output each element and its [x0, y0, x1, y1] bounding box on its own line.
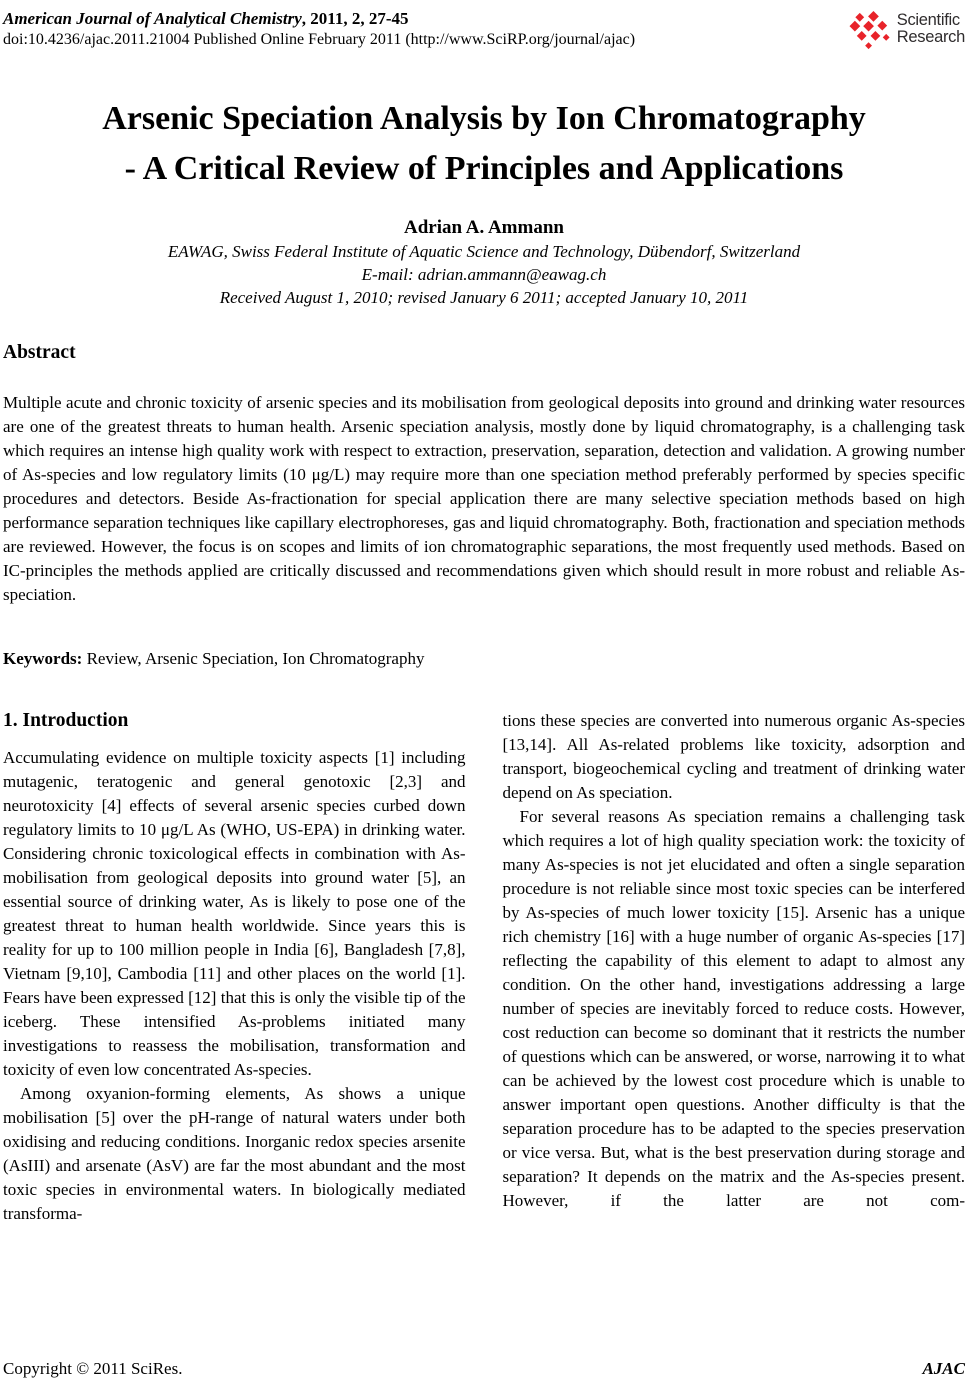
- intro-paragraph: For several reasons As speciation remains a challenging task which requires a lot of high quality speciation work: the toxicity of many As-species is not jet elucidated and often a single separation procedure is not reliable since most toxic species can be interfered by As-species of much lower toxicity [15]. Arsenic has a unique rich chemistry [16] with a huge number of organic As-species [17] reflecting the capability of this element to adapt to almost any condition. On the other hand, investigations addressing a large number of species are inevitably forced to reduce costs. However, cost reduction can become so dominant that it restricts the number of questions which can be answered, or worse, narrowing it to what can be achieved by the lowest cost procedure which is unable to answer important open questions. Another difficulty is that the separation procedure has to be adapted to the species preservation or vice versa. But, what is the best preservation during storage and separation? It depends on the matrix and the As-species present. However, if the latter are not com-: [502, 807, 965, 1210]
- abstract-text: Multiple acute and chronic toxicity of arsenic species and its mobilisation from geological deposits into ground and drinking water resources are one of the greatest threats to human health. Arsenic speciation analysis, mostly done by liquid chromatography, is a challenging task which requires an intense high quality work with respect to extraction, preservation, separation, detection and validation. A growing number of As-species and low regulatory limits (10 μg/L) may require more than one speciation method preferably performed by species specific procedures and detectors. Beside As-fractionation for special application there are many selective speciation methods based on high performance separation techniques like capillary electrophoreses, gas and liquid chromatography. Both, fractionation and speciation methods are reviewed. However, the focus is on scopes and limits of ion chromatographic separations, the most frequently used methods. Based on IC-principles the methods applied are critically discussed and recommendations given which should result in more robust and reliable As-speciation.: [3, 393, 965, 604]
- keywords-line: [3, 647, 965, 671]
- two-column-body: [3, 709, 965, 1226]
- page-footer: [3, 1359, 965, 1379]
- publisher-logo: [849, 10, 965, 52]
- email-line: E-mail: adrian.ammann@eawag.ch: [361, 265, 607, 284]
- copyright-text: Copyright © 2011 SciRes.: [3, 1359, 183, 1378]
- author-name: Adrian A. Ammann: [404, 217, 564, 238]
- journal-citation-line: [3, 8, 635, 29]
- journal-header: [3, 8, 635, 50]
- intro-paragraph: Among oxyanion-forming elements, As shows a unique mobilisation [5] over the pH-range of natural waters under both oxidising and reducing conditions. Inorganic redox species arsenite (AsIII) and arsenate (AsV) are far the most abundant and the most toxic species in environmental waters. In biologically mediated transforma-: [3, 1084, 466, 1223]
- article-title: [3, 94, 965, 194]
- intro-paragraph: Accumulating evidence on multiple toxicity aspects [1] including mutagenic, teratogenic and general genotoxic [2,3] and neurotoxicity [4] effects of several arsenic species curbed down regulatory limits to 10 μg/L As (WHO, US-EPA) in drinking water. Considering chronic toxicological effects in combination with As-mobilisation from geological deposits into ground water [5], an essential source of drinking water, As is likely to pose one of the greatest threat to human health worldwide. Since years this is reality for up to 100 million people in India [6], Bangladesh [7,8], Vietnam [9,10], Cambodia [11] and other places on the world [1]. Fears have been expressed [12] that this is only the visible tip of the iceberg. These intensified As-problems initiated many investigations to reassess the mobilisation, transformation and toxicity of even low concentrated As-species.: [3, 748, 466, 1079]
- journal-citation: , 2011, 2, 27-45: [301, 9, 409, 28]
- received-dates-line: Received August 1, 2010; revised January 6 2011; accepted January 10, 2011: [219, 288, 749, 307]
- introduction-heading: 1. Introduction: [3, 710, 129, 731]
- author-block: [3, 216, 965, 309]
- scientific-research-diamonds-icon: [849, 10, 894, 52]
- publisher-name: [897, 12, 965, 46]
- abstract-heading: Abstract: [3, 342, 76, 363]
- article-title-line1: Arsenic Speciation Analysis by Ion Chromatography: [102, 100, 866, 137]
- keywords-text: Review, Arsenic Speciation, Ion Chromatography: [82, 649, 425, 668]
- masthead: [3, 8, 965, 52]
- journal-abbreviation: AJAC: [922, 1359, 965, 1378]
- doi-line: doi:10.4236/ajac.2011.21004 Published Online February 2011 (http://www.SciRP.org/journal/ajac): [3, 31, 636, 48]
- affiliation: EAWAG, Swiss Federal Institute of Aquatic Science and Technology, Dübendorf, Switzerland: [167, 242, 801, 261]
- article-title-line2: - A Critical Review of Principles and Applications: [124, 150, 844, 187]
- publisher-name-line1: Scientific: [896, 11, 960, 29]
- right-column: [503, 709, 966, 1226]
- publisher-name-line2: Research: [896, 28, 965, 46]
- journal-title: American Journal of Analytical Chemistry: [3, 9, 302, 28]
- keywords-label: Keywords:: [3, 649, 83, 668]
- left-column: [3, 709, 466, 1226]
- intro-paragraph: tions these species are converted into numerous organic As-species [13,14]. All As-related problems like toxicity, adsorption and transport, biogeochemical cycling and treatment of drinking water depend on As speciation.: [502, 711, 965, 802]
